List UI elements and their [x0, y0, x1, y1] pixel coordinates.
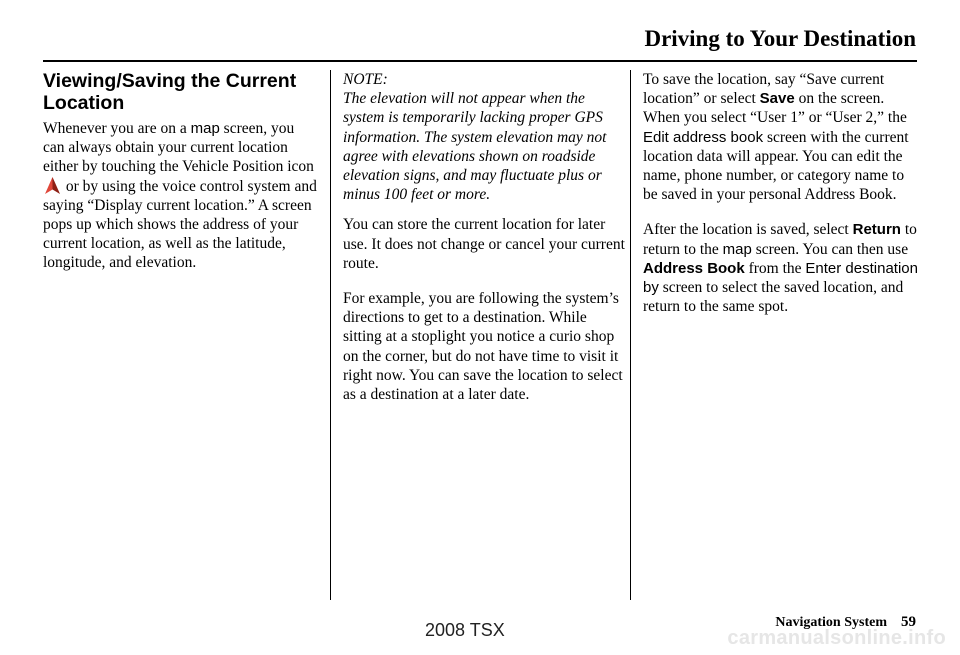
- save-term: Save: [759, 90, 795, 108]
- vehicle-position-icon: [44, 177, 61, 194]
- save-text-2: on the screen. When you select “User 1” or “User 2,” the: [643, 90, 907, 127]
- note-heading: NOTE:: [343, 71, 388, 88]
- save-text-1: To save the location, say “Save current location” or select: [643, 71, 885, 108]
- example-paragraph: For example, you are following the system’s directions to get to a destination. While sitting at a stoplight you notice a curio shop on the corner, but do not have time to visit it right now. You can save the location to select as a destination at a later date.: [343, 290, 623, 404]
- after-text-4: from the: [744, 259, 806, 277]
- model-label: 2008 TSX: [425, 620, 505, 640]
- footer-section-name: Navigation System: [775, 615, 887, 630]
- section-title: Viewing/Saving the Current Location: [43, 70, 297, 114]
- store-location-paragraph: You can store the current location for later use. It does not change or cancel your current route.: [343, 216, 625, 272]
- map-term: map: [722, 240, 752, 258]
- note-text: The elevation will not appear when the system is temporarily lacking proper GPS information. The system elevation may not agree with elevations shown on roadside elevation signs, and may fluctuate plus or minus 100 feet or more.: [343, 90, 607, 204]
- note-block: [343, 70, 625, 204]
- column-1: [43, 70, 318, 289]
- intro-text-3: or by using the voice control system and saying “Display current location.” A screen pops up which shows the address of your current location, as well as the latitude, longitude, and elevation.: [43, 177, 317, 272]
- column-divider-2: [630, 70, 631, 600]
- after-save-paragraph: [643, 220, 921, 316]
- map-screen-term: map: [190, 120, 220, 137]
- header-divider: [43, 60, 917, 62]
- intro-text-2: screen, you can always obtain your current location either by touching the Vehicle Position icon: [43, 120, 314, 176]
- after-text-5: screen to select the saved location, and return to the same spot.: [643, 279, 904, 316]
- page-header-title: Driving to Your Destination: [644, 26, 916, 51]
- column-3: [643, 70, 921, 332]
- address-book-term: Address Book: [643, 259, 745, 277]
- save-location-paragraph: [643, 70, 921, 204]
- watermark: carmanualsonline.info: [727, 627, 946, 649]
- column-2: [343, 70, 625, 420]
- save-text-3: screen with the current location data will appear. You can edit the name, phone number, or category name to be saved in your personal Address Book.: [643, 128, 909, 204]
- page-number: 59: [901, 614, 916, 630]
- return-term: Return: [852, 221, 901, 239]
- intro-text-1: Whenever you are on a: [43, 120, 191, 137]
- enter-destination-by-term: Enter destination by: [643, 259, 918, 297]
- after-text-2: to return to the: [643, 221, 917, 258]
- intro-paragraph: [43, 119, 318, 273]
- after-text-1: After the location is saved, select: [643, 221, 853, 239]
- column-divider-1: [330, 70, 331, 600]
- after-text-3: screen. You can then use: [751, 240, 909, 258]
- edit-address-book-term: Edit address book: [643, 128, 764, 146]
